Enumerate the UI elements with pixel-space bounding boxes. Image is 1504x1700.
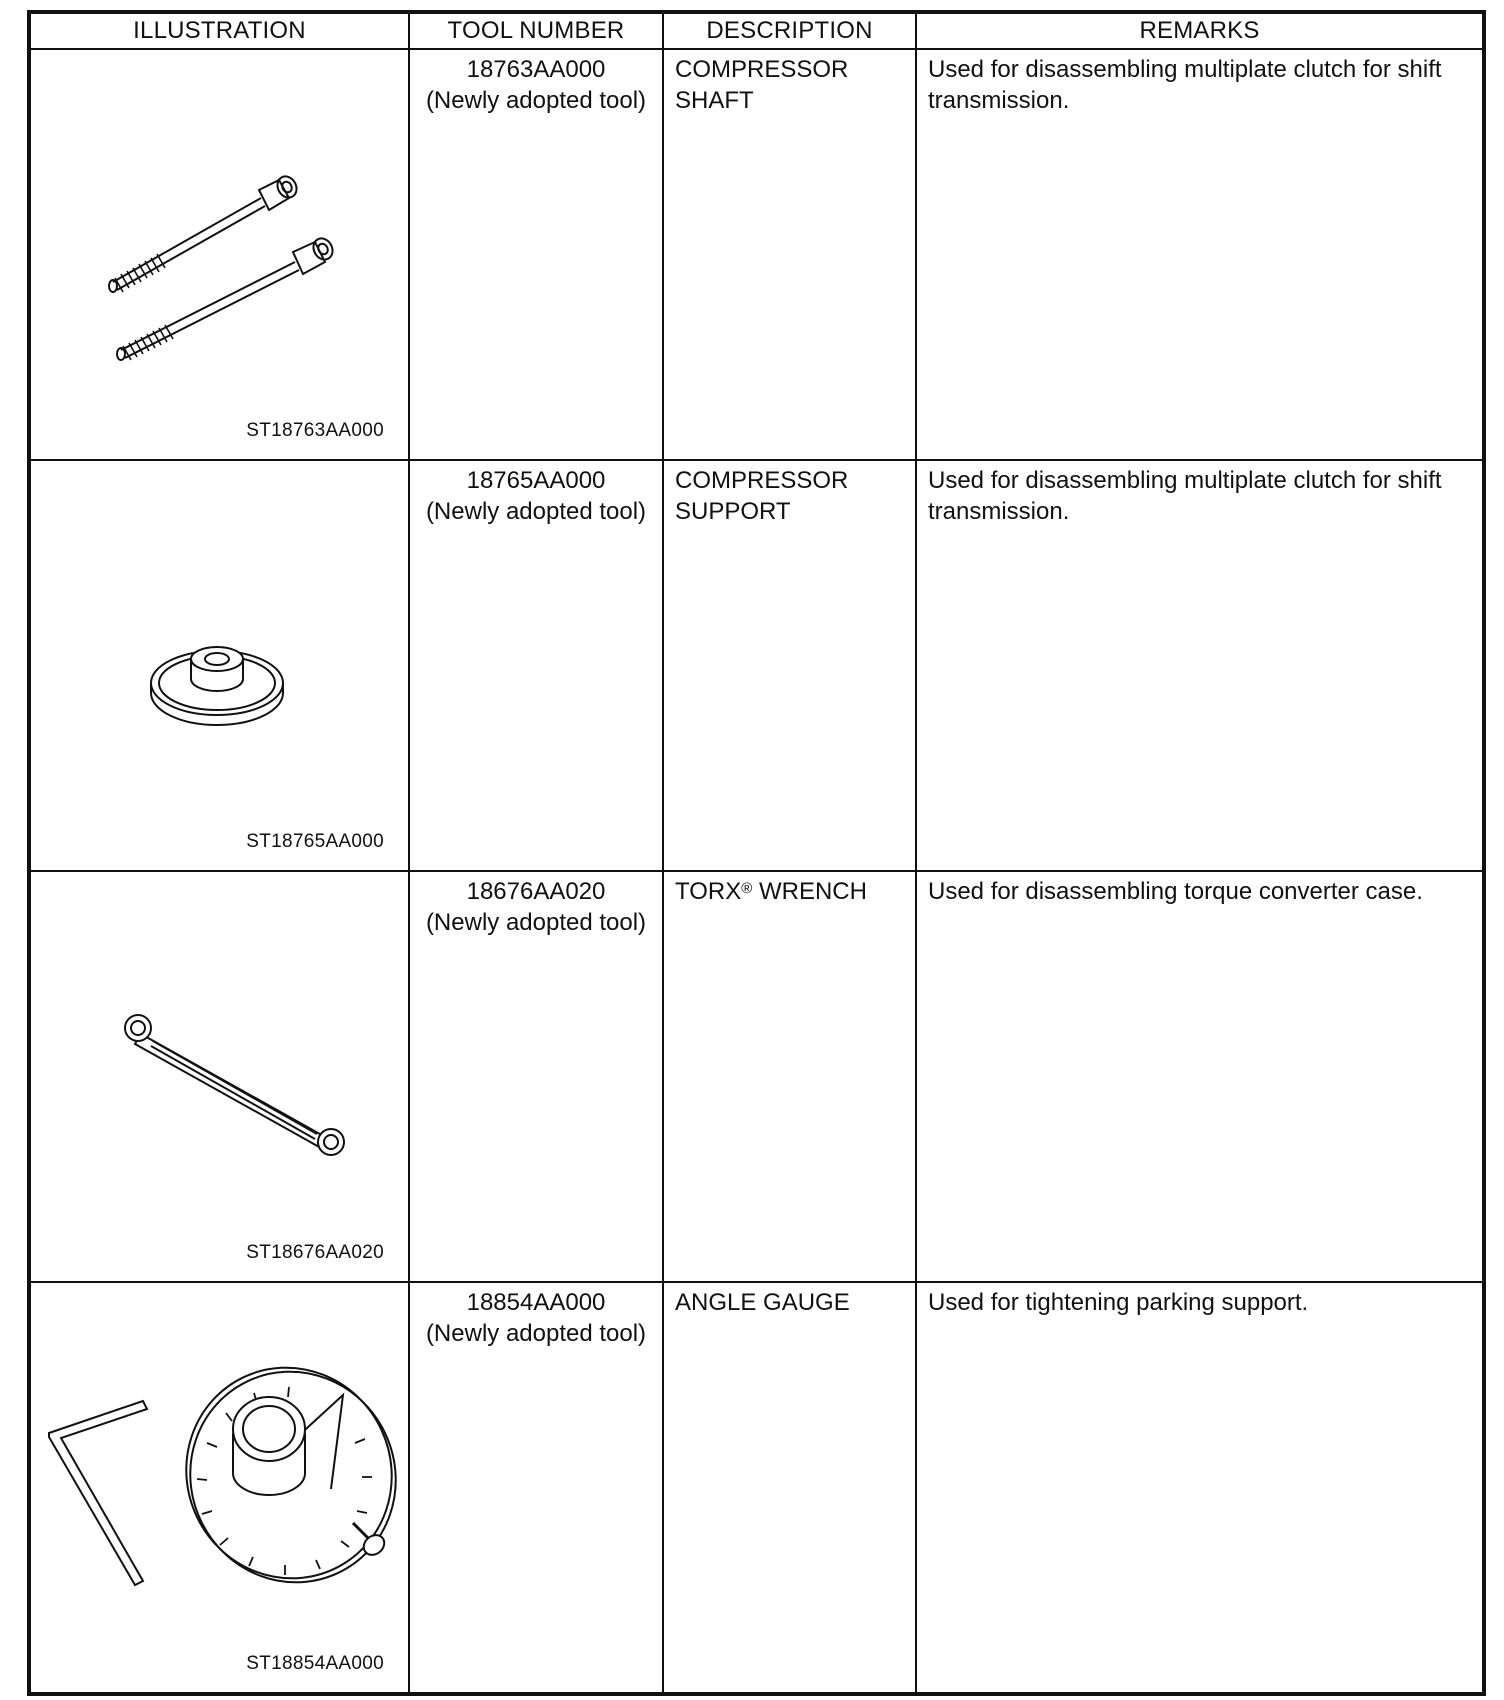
angle-gauge-illustration	[31, 1283, 411, 1692]
illustration-code: ST18854AA000	[246, 1653, 384, 1674]
tool-note: (Newly adopted tool)	[425, 909, 647, 936]
tool-number-cell	[409, 1282, 663, 1694]
tool-number-cell	[409, 871, 663, 1282]
tool-number: 18676AA020	[466, 878, 606, 905]
illustration-cell	[29, 871, 409, 1282]
header-description: DESCRIPTION	[663, 12, 916, 49]
illustration-cell	[29, 460, 409, 871]
tool-number: 18763AA000	[466, 56, 606, 83]
table-row	[29, 871, 1484, 1282]
compressor-support-illustration	[31, 461, 411, 870]
description-text: TORX	[675, 878, 742, 905]
tool-description: COMPRESSOR SHAFT	[675, 56, 849, 114]
tool-description: COMPRESSOR SUPPORT	[675, 467, 849, 525]
tool-remarks: Used for disassembling torque converter case.	[928, 878, 1423, 905]
illustration-cell	[29, 49, 409, 460]
table-row	[29, 460, 1484, 871]
remarks-cell	[916, 49, 1484, 460]
description-cell	[663, 1282, 916, 1694]
description-cell	[663, 49, 916, 460]
header-tool-number: TOOL NUMBER	[409, 12, 663, 49]
header-illustration: ILLUSTRATION	[29, 12, 409, 49]
tool-remarks: Used for disassembling multiplate clutch for shift transmission.	[928, 56, 1442, 114]
registered-mark: ®	[741, 880, 753, 897]
illustration-code: ST18765AA000	[246, 831, 384, 852]
table-row	[29, 1282, 1484, 1694]
tool-note: (Newly adopted tool)	[425, 1320, 647, 1347]
special-tools-table	[27, 10, 1486, 1696]
tool-note: (Newly adopted tool)	[425, 498, 647, 525]
remarks-cell	[916, 1282, 1484, 1694]
description-cell	[663, 460, 916, 871]
tool-number: 18765AA000	[466, 467, 606, 494]
illustration-code: ST18676AA020	[246, 1242, 384, 1263]
header-remarks: REMARKS	[916, 12, 1484, 49]
header-row	[29, 12, 1484, 49]
tool-description	[664, 872, 915, 907]
tool-number-cell	[409, 460, 663, 871]
tool-remarks: Used for disassembling multiplate clutch for shift transmission.	[928, 467, 1442, 525]
description-cell	[663, 871, 916, 1282]
tool-number: 18854AA000	[466, 1289, 606, 1316]
tool-description: ANGLE GAUGE	[675, 1289, 850, 1316]
illustration-code: ST18763AA000	[246, 420, 384, 441]
illustration-cell	[29, 1282, 409, 1694]
description-text: WRENCH	[752, 878, 867, 905]
torx-wrench-illustration	[31, 872, 411, 1281]
table-row	[29, 49, 1484, 460]
tool-note: (Newly adopted tool)	[425, 87, 647, 114]
tool-number-cell	[409, 49, 663, 460]
tool-remarks: Used for tightening parking support.	[928, 1289, 1309, 1316]
remarks-cell	[916, 460, 1484, 871]
remarks-cell	[916, 871, 1484, 1282]
compressor-shaft-illustration	[31, 50, 411, 459]
